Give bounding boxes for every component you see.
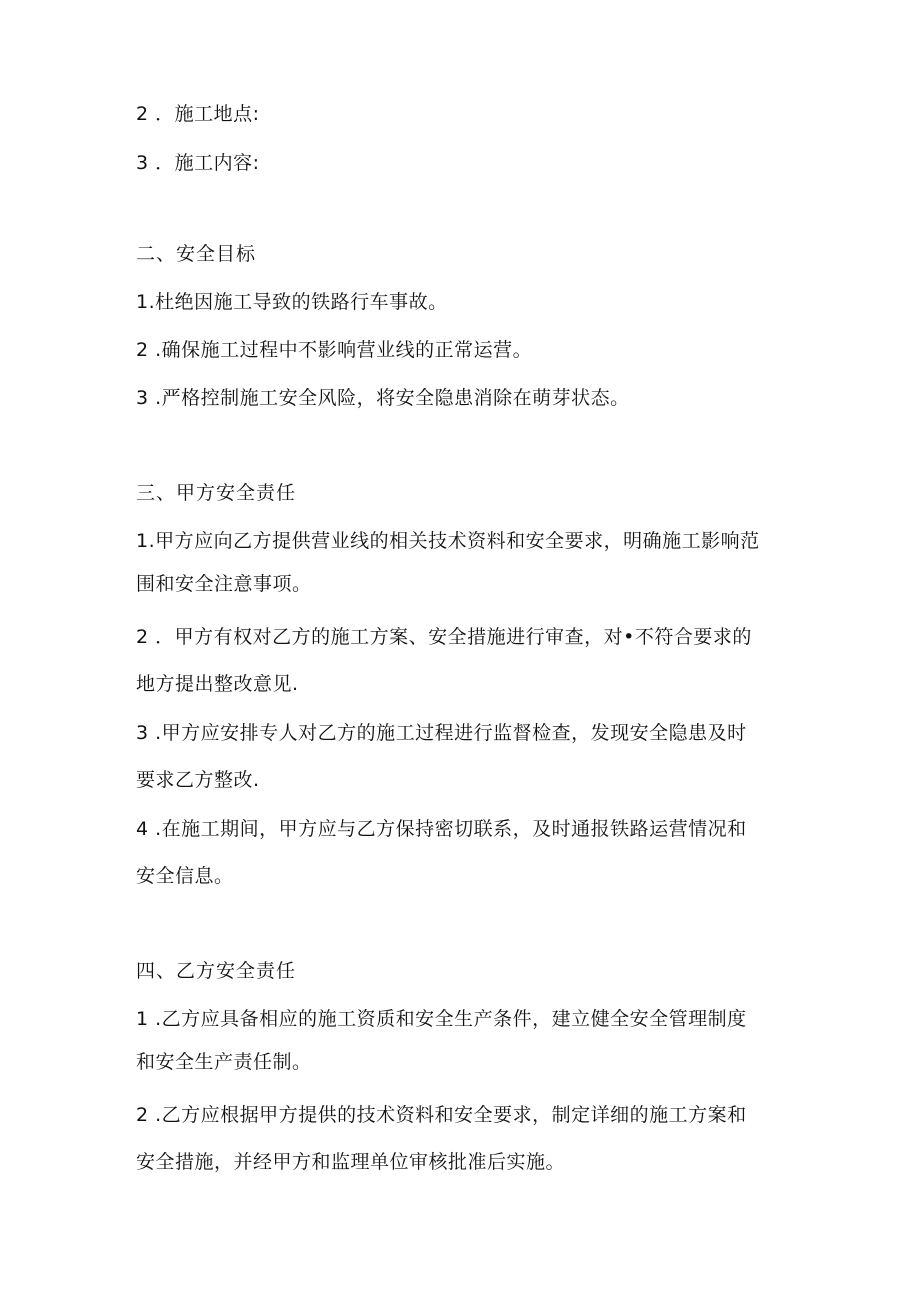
safety-goal-3: 3 .严格控制施工安全风险，将安全隐患消除在萌芽状态。 — [136, 387, 630, 409]
safety-goal-2: 2 .确保施工过程中不影响营业线的正常运营。 — [136, 339, 533, 361]
party-b-item-2-line-1: 2 .乙方应根据甲方提供的技术资料和安全要求，制定详细的施工方案和 — [136, 1104, 747, 1126]
construction-content-item: 3 ．施工内容: — [136, 152, 260, 174]
party-b-item-1-line-1: 1 .乙方应具备相应的施工资质和安全生产条件，建立健全安全管理制度 — [136, 1008, 747, 1030]
party-b-item-2-line-2: 安全措施，并经甲方和监理单位审核批准后实施。 — [136, 1151, 566, 1173]
party-b-item-1-line-2: 和安全生产责任制。 — [136, 1051, 312, 1073]
party-a-item-3-line-2: 要求乙方整改. — [136, 769, 260, 791]
party-a-item-4-line-2: 安全信息。 — [136, 865, 234, 887]
section-heading-safety-goals: 二、安全目标 — [136, 243, 257, 265]
party-a-item-4-line-1: 4 .在施工期间，甲方应与乙方保持密切联系，及时通报铁路运营情况和 — [136, 818, 747, 840]
construction-location-item: 2 ．施工地点: — [136, 103, 260, 125]
party-a-item-3-line-1: 3 .甲方应安排专人对乙方的施工过程进行监督检查，发现安全隐患及时 — [136, 722, 747, 744]
section-heading-party-b-responsibility: 四、乙方安全责任 — [136, 960, 297, 982]
section-heading-party-a-responsibility: 三、甲方安全责任 — [136, 482, 297, 504]
party-a-item-2-line-2: 地方提出整改意见. — [136, 673, 299, 695]
party-a-item-1-line-2: 围和安全注意事项。 — [136, 573, 312, 595]
party-a-item-1-line-1: 1.甲方应向乙方提供营业线的相关技术资料和安全要求，明确施工影响范 — [136, 530, 760, 552]
safety-goal-1: 1.杜绝因施工导致的铁路行车事故。 — [136, 291, 448, 313]
party-a-item-2-line-1: 2 ．甲方有权对乙方的施工方案、安全措施进行审查，对•不符合要求的 — [136, 626, 752, 648]
